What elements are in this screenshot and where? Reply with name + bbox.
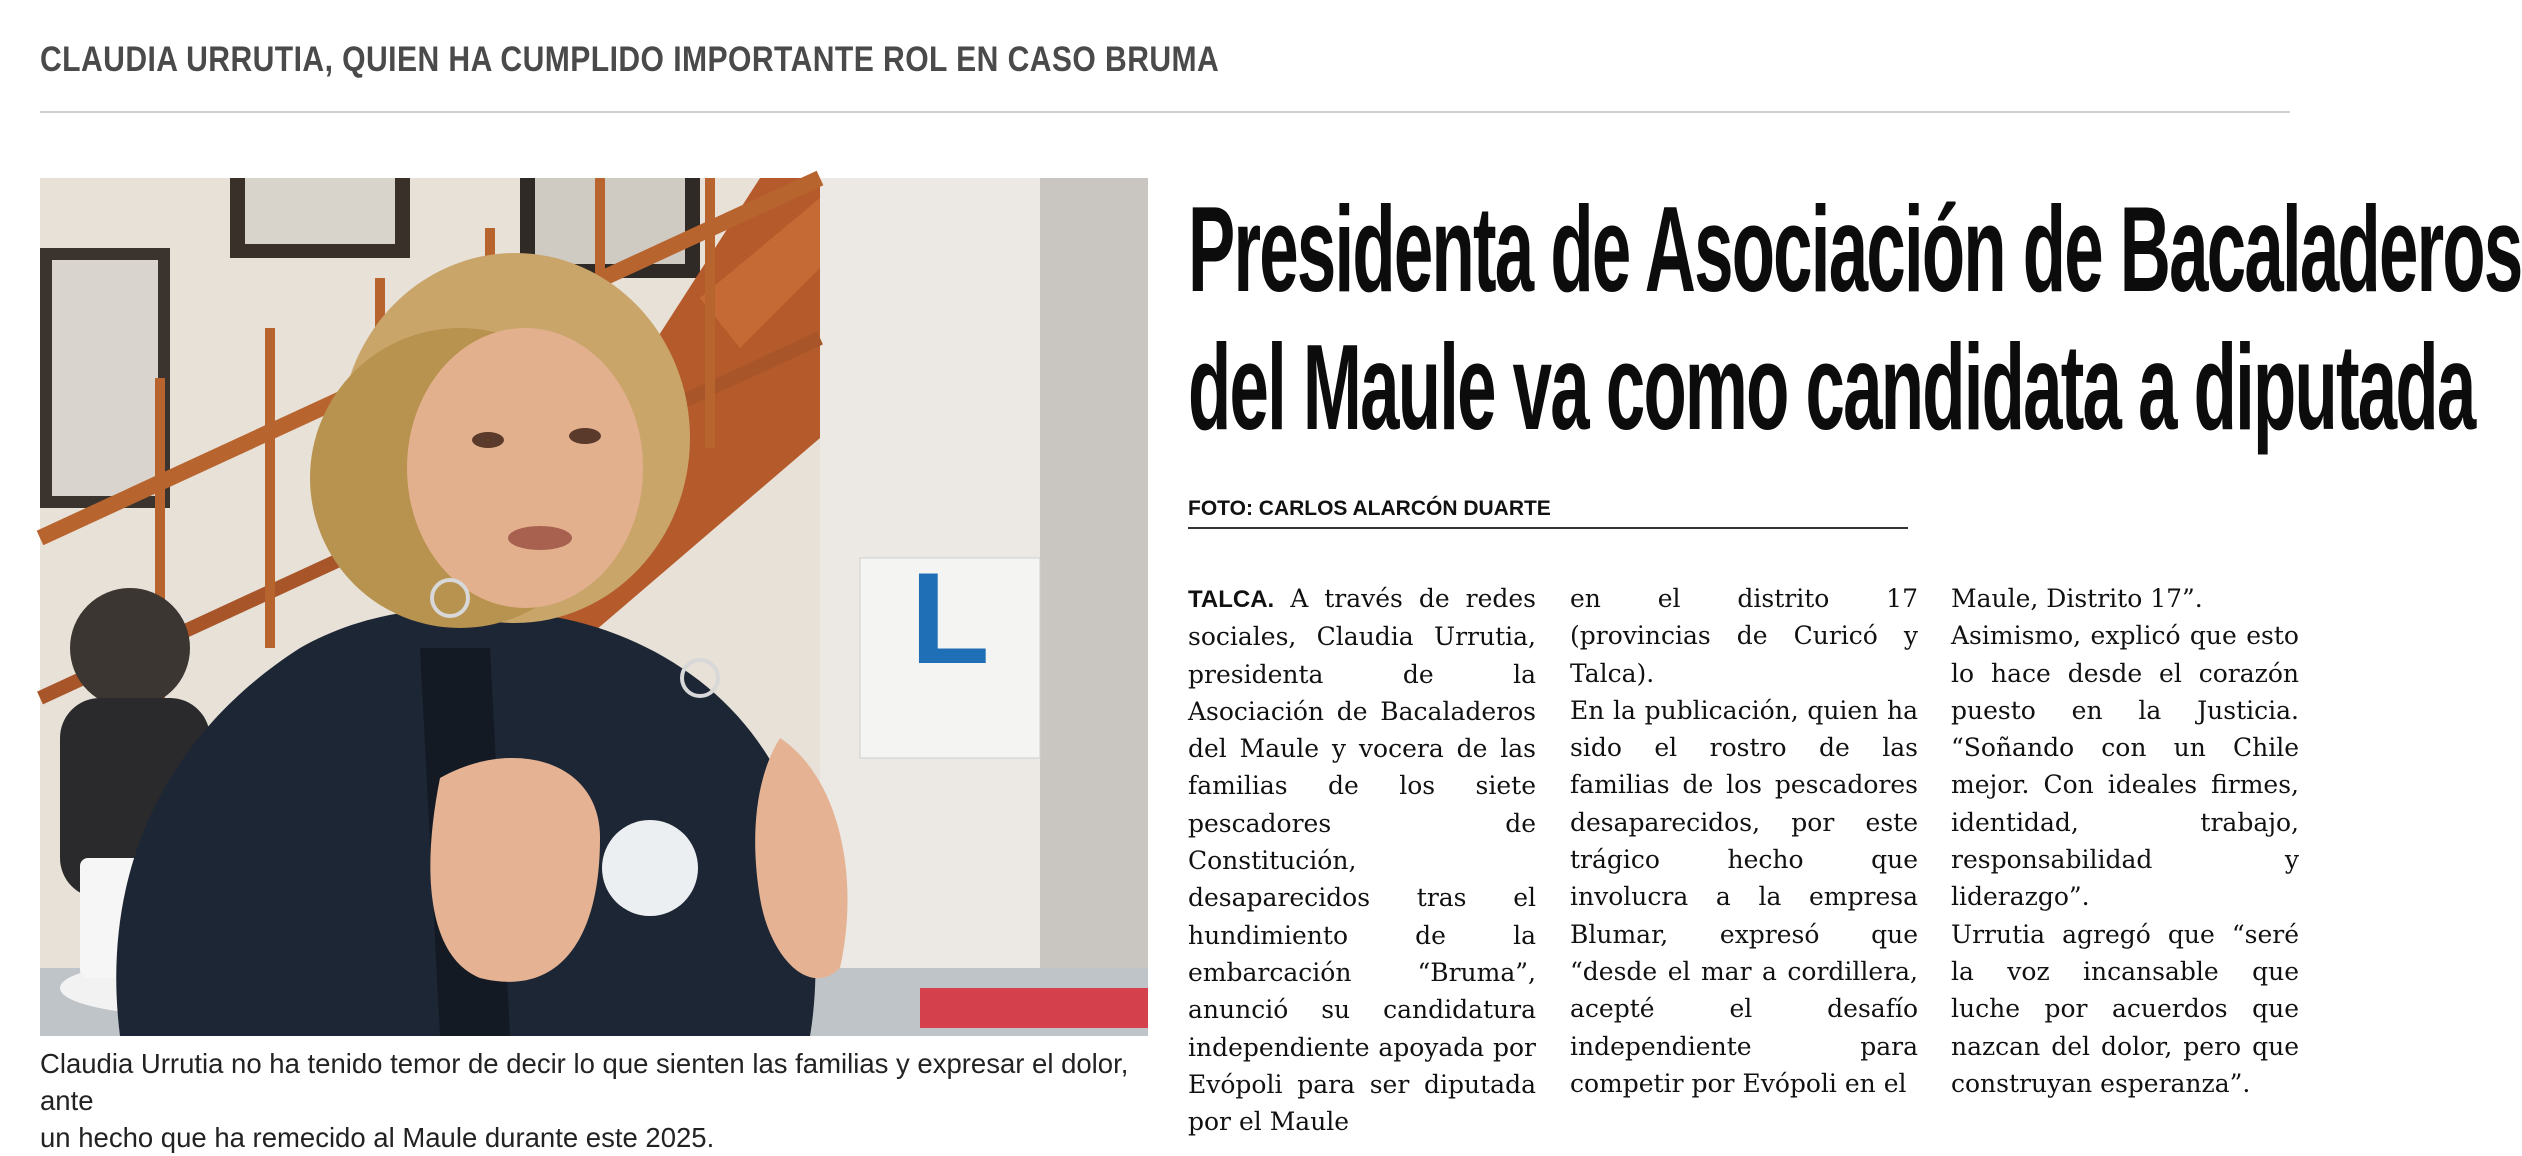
column-2-paragraph-1: en el distrito 17 (provincias de Curicó y Talca). xyxy=(1570,584,1918,688)
caption-line-2: un hecho que ha remecido al Maule durante este 2025. xyxy=(40,1122,715,1153)
caption-line-1: Claudia Urrutia no ha tenido temor de decir lo que sienten las familias y expresar el dolor, ante xyxy=(40,1048,1129,1116)
kicker: CLAUDIA URRUTIA, QUIEN HA CUMPLIDO IMPORTANTE ROL EN CASO BRUMA xyxy=(40,40,1220,79)
dateline: TALCA. xyxy=(1188,586,1275,613)
headline-line-1: Presidenta de Asociación de Bacaladeros xyxy=(1188,181,2522,317)
article-column-1 xyxy=(1188,580,1536,1140)
article-column-2 xyxy=(1570,580,1918,1102)
article-column-3 xyxy=(1951,580,2299,1102)
column-1-text: A través de redes sociales, Claudia Urrutia, presidenta de la Asociación de Bacaladeros del Maule y vocera de las familias de los siete pescadores de Constitución, desaparecidos tras el hundimiento de la embarcación “Bruma”, anunció su candidatura independiente apoyada por Evópoli para ser diputada por el Maule xyxy=(1188,584,1536,1137)
column-3-paragraph-3: Urrutia agregó que “seré la voz incansable que luche por acuerdos que nazcan del dolor, pero que construyan esperanza”. xyxy=(1951,919,2299,1098)
photo-credit: FOTO: CARLOS ALARCÓN DUARTE xyxy=(1188,497,1908,529)
photo-caption xyxy=(40,1045,1150,1156)
column-2-paragraph-2: En la publicación, quien ha sido el rostro de las familias de los pescadores desaparecidos, por este trágico hecho que involucra a la empresa Blumar, expresó que “desde el mar a cordillera, acepté el desafío independiente para competir por Evópoli en el xyxy=(1570,695,1918,1098)
column-3-paragraph-1: Maule, Distrito 17”. xyxy=(1951,584,2203,613)
sign-letter: L xyxy=(910,545,990,691)
column-3-paragraph-2: Asimismo, explicó que esto lo hace desde el corazón puesto en la Justicia. “Soñando con un Chile mejor. Con ideales firmes, identidad, trabajo, responsabilidad y liderazgo”. xyxy=(1951,621,2299,912)
headline-line-2: del Maule va como candidata a diputada xyxy=(1188,319,2475,455)
kicker-divider xyxy=(40,111,2290,113)
article-photo xyxy=(40,178,1148,1036)
headline xyxy=(1188,180,2522,456)
